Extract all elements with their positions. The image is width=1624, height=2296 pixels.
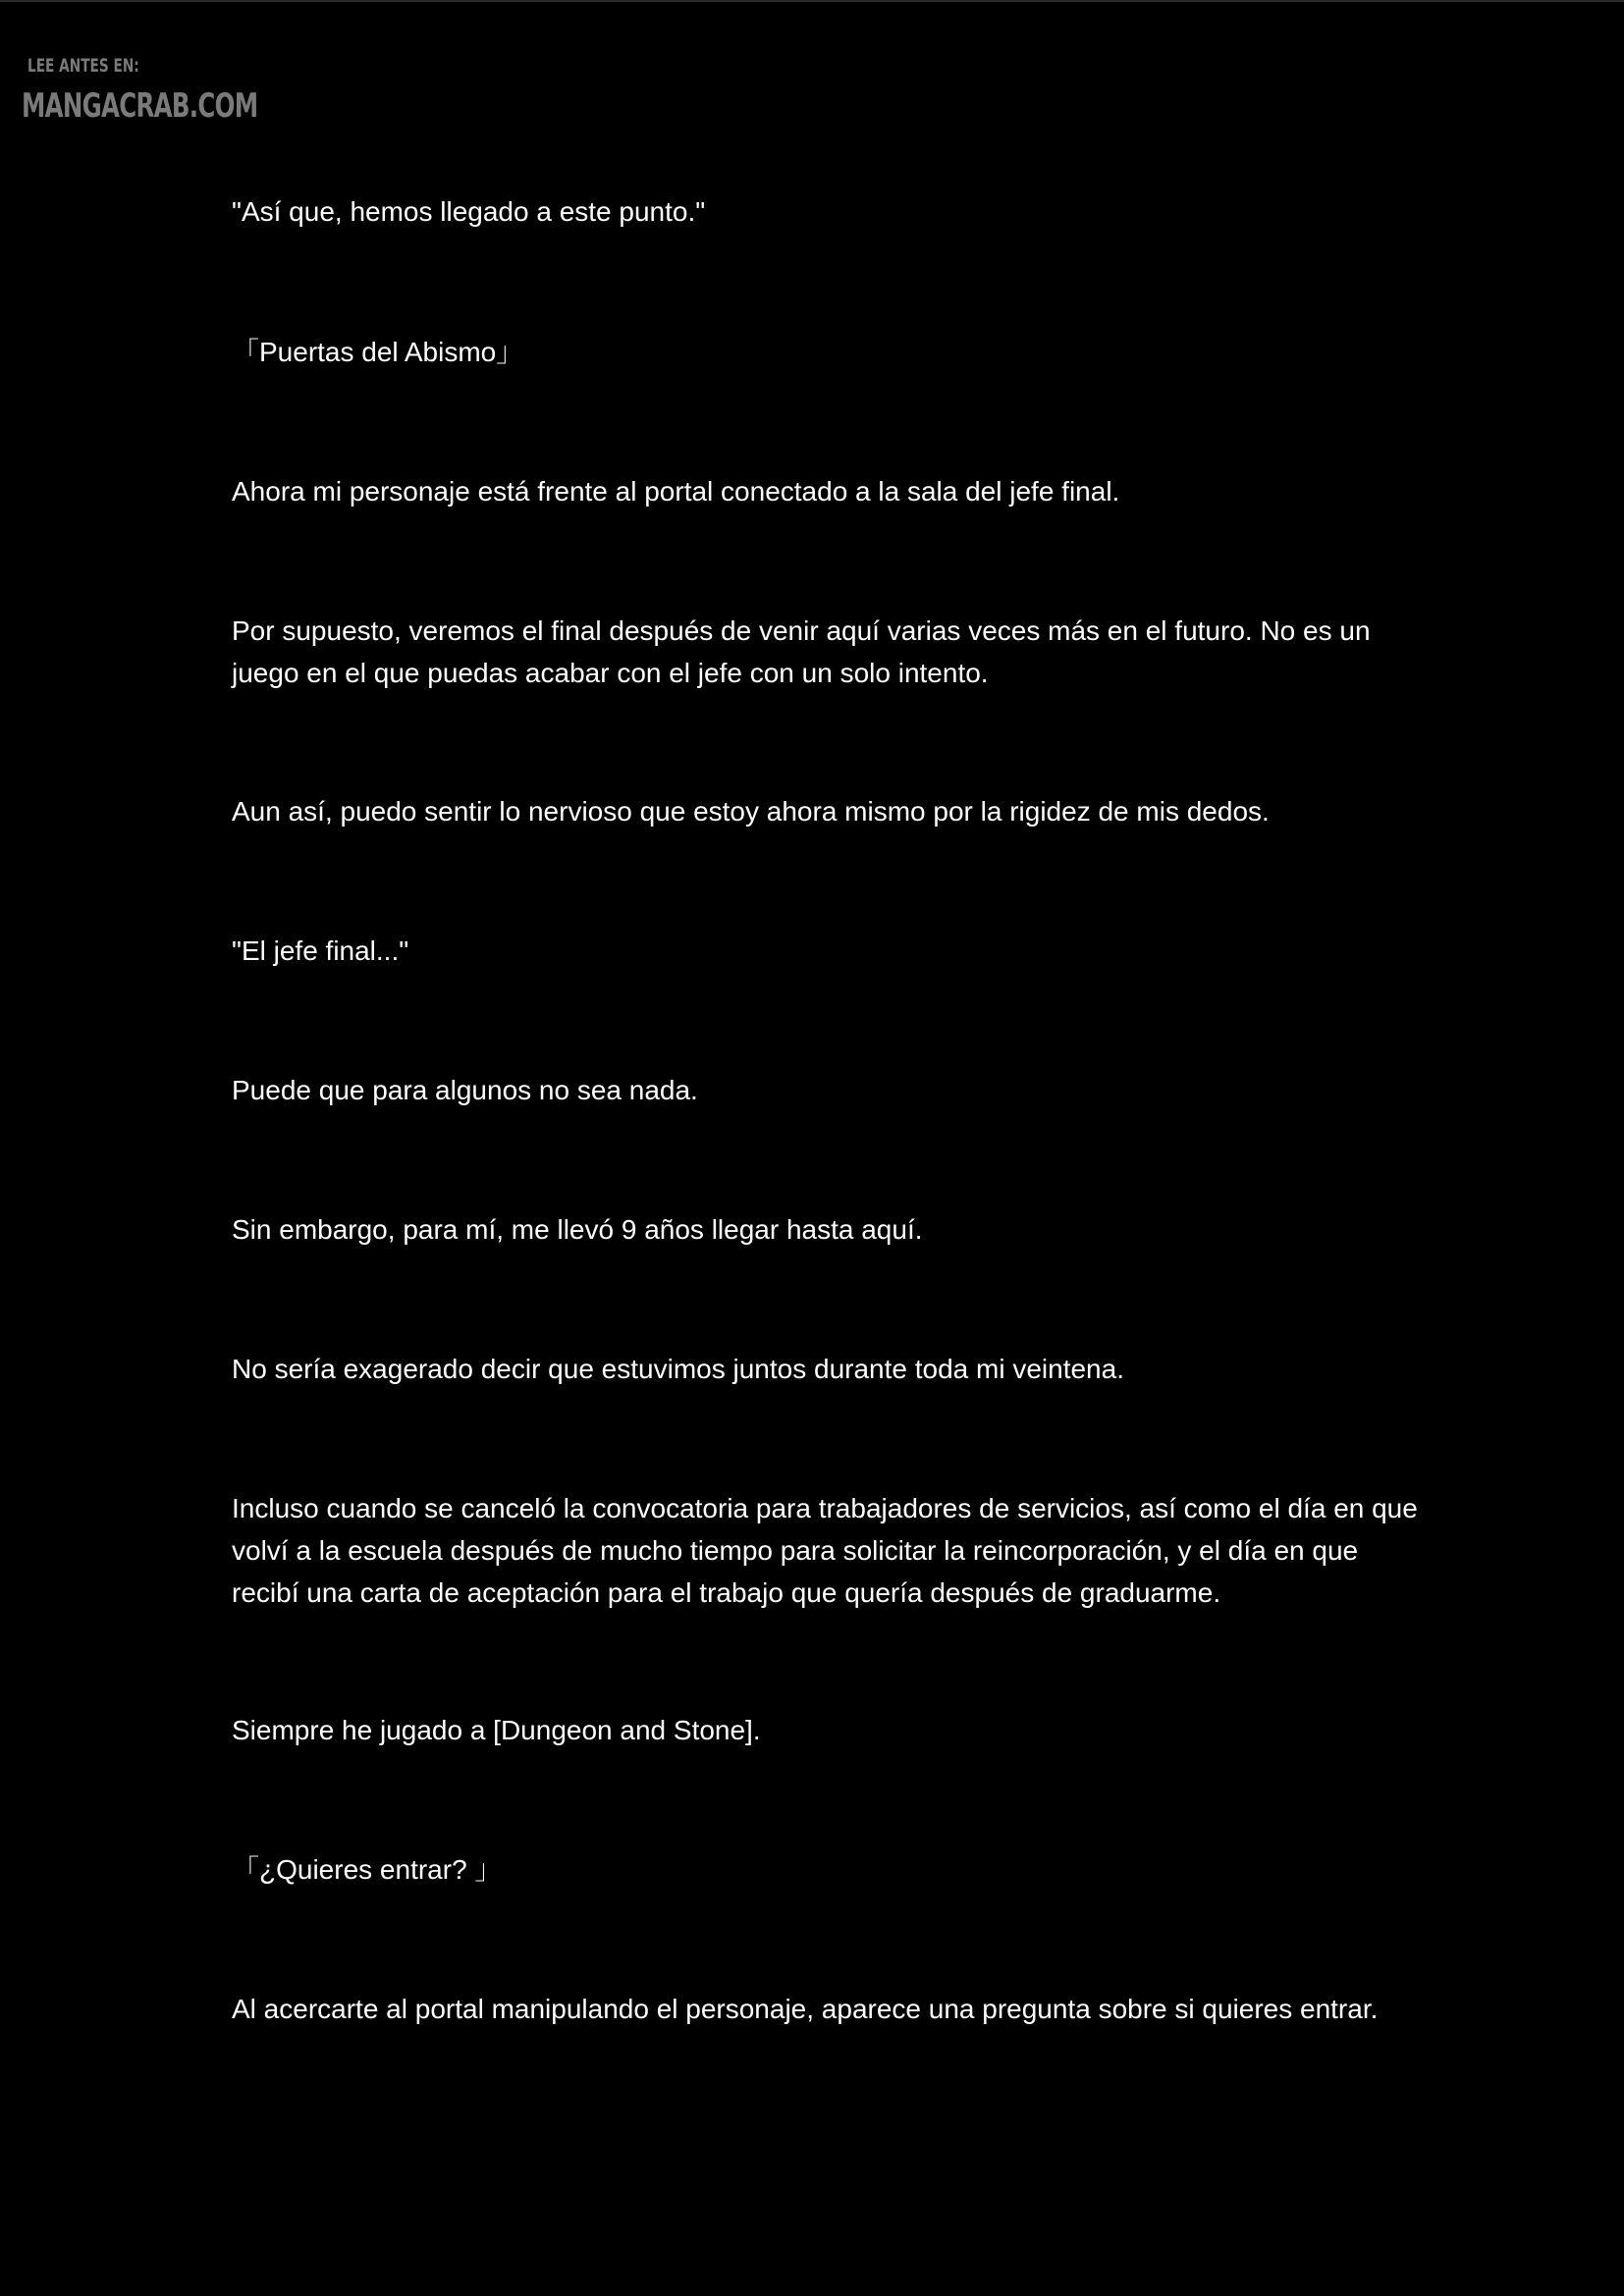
watermark-caption: LEE ANTES EN:	[27, 55, 139, 77]
paragraph: "Así que, hemos llegado a este punto."	[232, 196, 706, 227]
watermark-site-name: MANGACRAB.COM	[22, 86, 258, 126]
paragraph: 「Puertas del Abismo」	[232, 337, 524, 367]
paragraph: Puede que para algunos no sea nada.	[232, 1075, 698, 1105]
site-watermark	[22, 55, 350, 126]
top-border-line	[0, 0, 1624, 2]
paragraph: No sería exagerado decir que estuvimos juntos durante toda mi veintena.	[232, 1354, 1124, 1384]
paragraph: Por supuesto, veremos el final después de venir aquí varias veces más en el futuro. No es un juego en el que puedas acabar con el jefe con un solo intento.	[232, 615, 1379, 688]
paragraph: Incluso cuando se canceló la convocatoria para trabajadores de servicios, así como el día en que volví a la escuela después de mucho tiempo para solicitar la reincorporación, y el día en que recibí una carta de aceptación para el trabajo que quería después de graduarme.	[232, 1493, 1426, 1608]
paragraph: Aun así, puedo sentir lo nervioso que estoy ahora mismo por la rigidez de mis dedos.	[232, 796, 1270, 827]
paragraph: 「¿Quieres entrar? 」	[232, 1854, 503, 1885]
paragraph: Al acercarte al portal manipulando el personaje, aparece una pregunta sobre si quieres entrar.	[232, 1994, 1379, 2024]
paragraph: Siempre he jugado a [Dungeon and Stone].	[232, 1715, 761, 1745]
paragraph: "El jefe final..."	[232, 935, 409, 966]
paragraph: Ahora mi personaje está frente al portal conectado a la sala del jefe final.	[232, 476, 1120, 507]
paragraph: Sin embargo, para mí, me llevó 9 años llegar hasta aquí.	[232, 1214, 923, 1245]
